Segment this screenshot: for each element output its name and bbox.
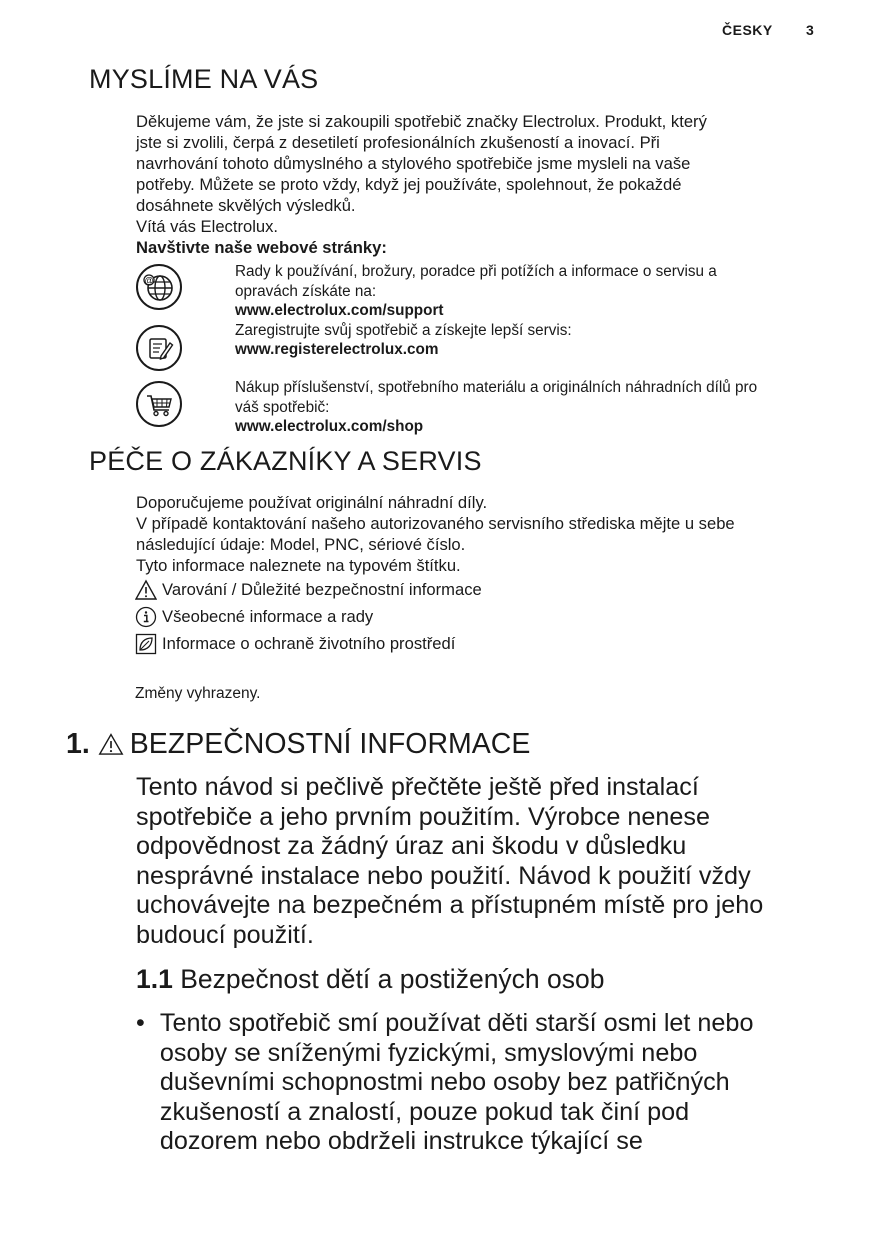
support-text-line: opravách získáte na:: [235, 282, 377, 300]
chapter-intro-line: Tento návod si pečlivě přečtěte ještě před instalací: [136, 773, 699, 801]
legend-warning: [135, 579, 482, 601]
legend-warning-text: Varování / Důležité bezpečnostní informace: [162, 580, 482, 599]
info-icon: [135, 606, 157, 628]
legend-environment-text: Informace o ochraně životního prostředí: [162, 634, 456, 653]
bullet-marker: •: [136, 1009, 145, 1037]
page-number: 3: [806, 22, 814, 38]
care-line: následující údaje: Model, PNC, sériové číslo.: [136, 535, 466, 554]
support-link-block: [235, 262, 795, 360]
chapter-intro-line: odpovědnost za žádný úraz ani škodu v důsledku: [136, 832, 687, 860]
bullet-line: dozorem nebo obdrželi instrukce týkající se: [159, 1127, 643, 1155]
welcome-line: Vítá vás Electrolux.: [136, 217, 279, 236]
chapter-intro-line: uchovávejte na bezpečném a přístupném místě pro jeho: [136, 891, 764, 919]
register-text-line: Zaregistrujte svůj spotřebič a získejte lepší servis:: [235, 321, 572, 339]
subsection-title: Bezpečnost dětí a postižených osob: [180, 964, 605, 994]
chapter-intro-line: budoucí použití.: [136, 920, 314, 949]
warning-triangle-icon: [98, 731, 126, 759]
list-item: [136, 1009, 816, 1157]
care-line: Tyto informace naleznete na typovém štítku.: [136, 556, 461, 575]
care-line: V případě kontaktování našeho autorizovaného servisního střediska mějte u sebe: [136, 514, 735, 533]
chapter-intro-line: spotřebiče a jeho prvním použitím. Výrobce nenese: [136, 802, 711, 831]
legend-info-text: Všeobecné informace a rady: [162, 607, 374, 626]
intro-line: dosáhnete skvělých výsledků.: [136, 196, 356, 215]
chapter-intro: [136, 773, 856, 950]
intro-line: potřeby. Můžete se proto vždy, když jej používáte, spolehnout, že pokaždé: [136, 175, 682, 194]
changes-note: Změny vyhrazeny.: [135, 685, 261, 702]
chapter-intro-line: nesprávné instalace nebo použití. Návod k použití vždy: [136, 861, 751, 890]
support-url-link[interactable]: www.electrolux.com/support: [235, 302, 444, 319]
care-paragraph: [136, 492, 836, 576]
support-text-line: Rady k používání, brožury, poradce při potížích a informace o servisu a: [235, 263, 717, 280]
leaf-icon: [135, 633, 157, 655]
svg-text:@: @: [144, 275, 154, 286]
visit-website-label: Navštivte naše webové stránky:: [136, 238, 387, 257]
intro-line: navrhování tohoto důmyslného a stylového spotřebiče jsme mysleli na vaše: [136, 154, 691, 173]
register-pencil-icon: [136, 325, 182, 371]
shopping-cart-icon: [136, 381, 182, 427]
care-line: Doporučujeme používat originální náhradní díly.: [136, 493, 488, 512]
bullet-line: zkušeností a znalostí, pouze pokud tak činí pod: [159, 1097, 690, 1126]
shop-url-link[interactable]: www.electrolux.com/shop: [235, 418, 424, 435]
register-url-link[interactable]: www.registerelectrolux.com: [235, 341, 439, 358]
bullet-line: osoby se sníženými fyzickými, smyslovými nebo: [159, 1038, 698, 1067]
bullet-line: duševními schopnostmi nebo osoby bez patřičných: [159, 1068, 730, 1096]
chapter-title: BEZPEČNOSTNÍ INFORMACE: [129, 728, 531, 760]
chapter-number: 1.: [66, 728, 90, 760]
chapter-heading: [66, 728, 530, 761]
shop-text-line: váš spotřebič:: [235, 398, 330, 416]
intro-line: jste si zvolili, čerpá z desetiletí profesionálních zkušeností a inovací. Při: [136, 133, 660, 152]
globe-icon: [136, 264, 182, 310]
section-title-thinking: MYSLÍME NA VÁS: [89, 64, 319, 94]
legend-environment: [135, 633, 455, 655]
intro-line: Děkujeme vám, že jste si zakoupili spotřebič značky Electrolux. Produkt, který: [136, 112, 707, 131]
intro-paragraph: [136, 111, 836, 258]
subsection-heading: [136, 964, 605, 995]
header-language: ČESKY: [722, 22, 773, 38]
legend-info: [135, 606, 373, 628]
shop-text-line: Nákup příslušenství, spotřebního materiálu a originálních náhradních dílů pro: [235, 379, 758, 396]
bullet-text: [160, 1009, 816, 1157]
warning-triangle-icon: [135, 579, 157, 601]
subsection-number: 1.1: [136, 964, 173, 994]
section-title-care: PÉČE O ZÁKAZNÍKY A SERVIS: [89, 446, 482, 476]
bullet-line: Tento spotřebič smí používat děti starší osmi let nebo: [159, 1009, 754, 1037]
shop-link-block: [235, 378, 815, 437]
